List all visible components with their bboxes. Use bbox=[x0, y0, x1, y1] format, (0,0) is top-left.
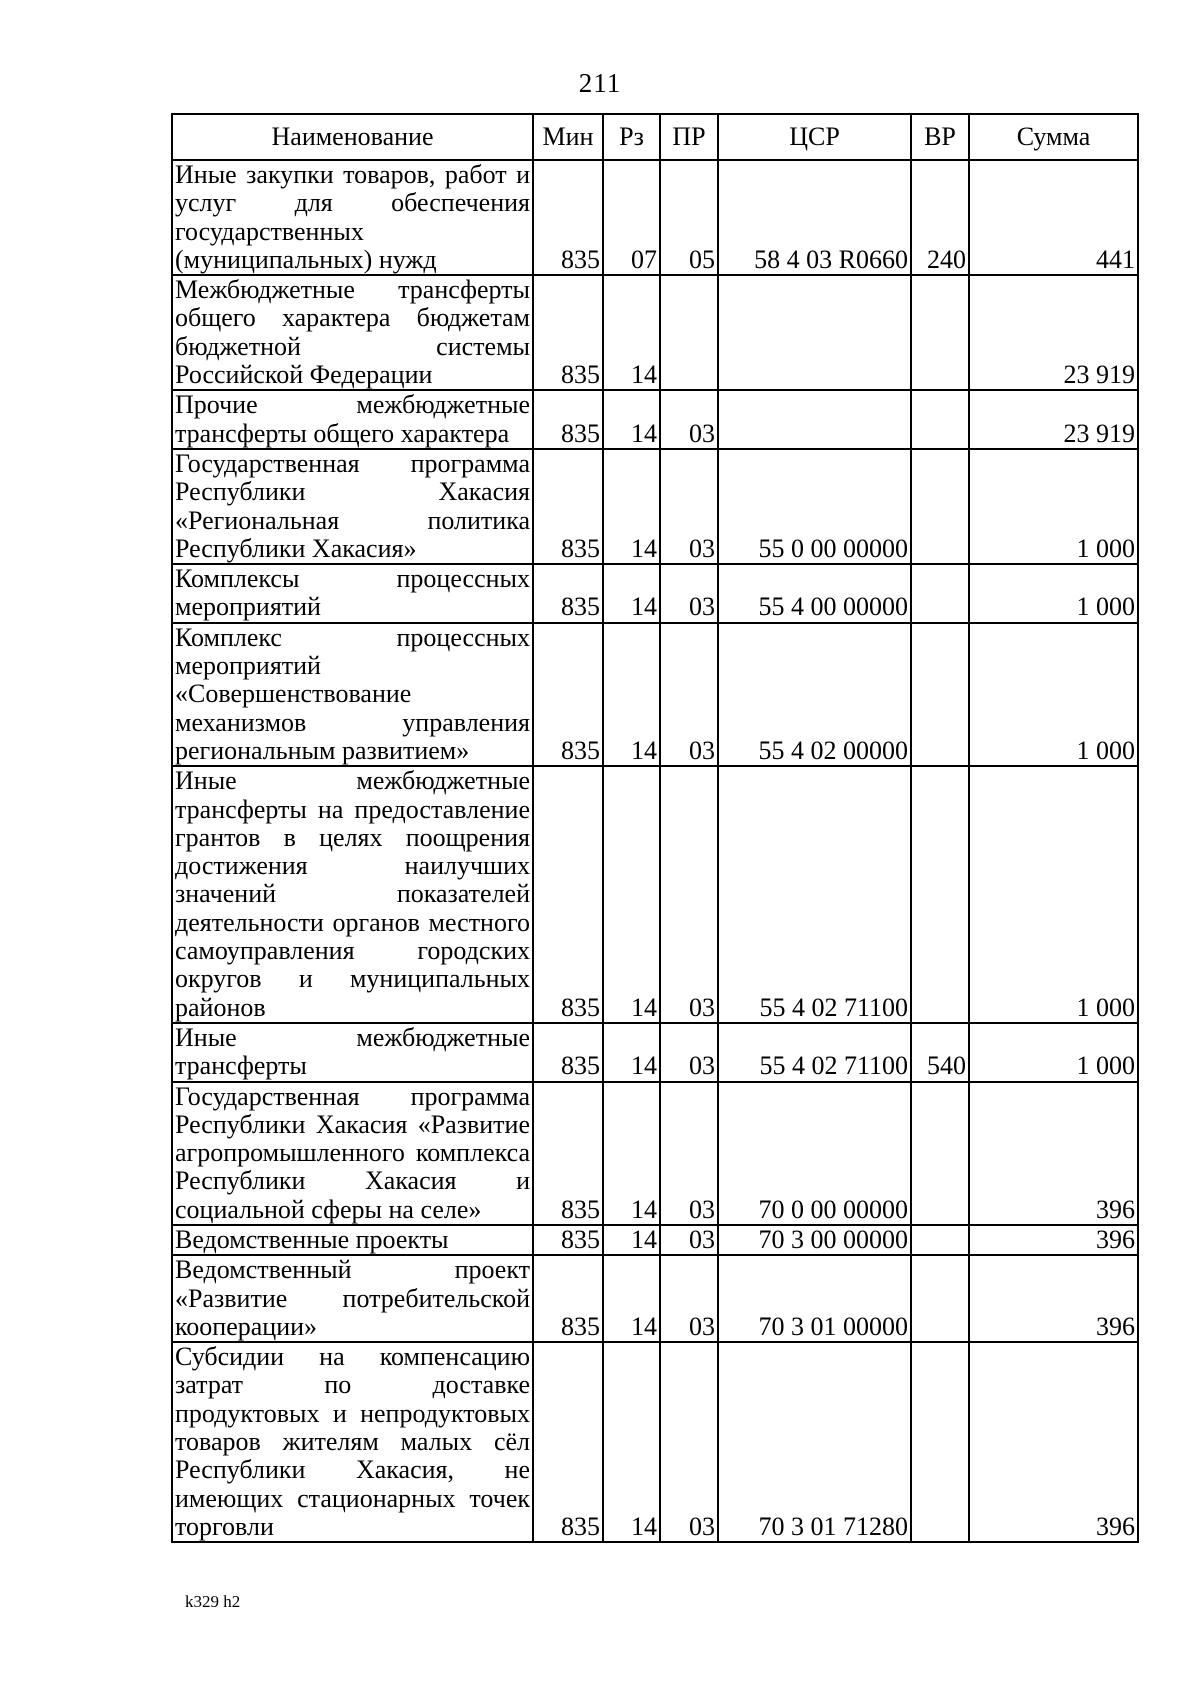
cell-min: 835 bbox=[533, 564, 603, 623]
table-body bbox=[172, 160, 1138, 1542]
table-row bbox=[172, 390, 1138, 449]
cell-rz: 07 bbox=[603, 160, 660, 275]
cell-min: 835 bbox=[533, 1342, 603, 1542]
cell-name: Ведомственные проекты bbox=[172, 1225, 533, 1255]
cell-name: Государственная программа Республики Хакасия «Развитие агропромышленного комплекса Республики Хакасия и социальной сферы на селе» bbox=[172, 1082, 533, 1225]
cell-pr: 03 bbox=[660, 449, 718, 564]
cell-vr bbox=[911, 623, 969, 766]
table-row bbox=[172, 160, 1138, 275]
cell-csr: 55 4 02 71100 bbox=[718, 766, 911, 1023]
cell-sum: 23 919 bbox=[969, 390, 1138, 449]
table-row bbox=[172, 275, 1138, 390]
cell-csr: 70 3 00 00000 bbox=[718, 1225, 911, 1255]
cell-name: Комплексы процессных мероприятий bbox=[172, 564, 533, 623]
cell-name: Межбюджетные трансферты общего характера бюджетам бюджетной системы Российской Федерации bbox=[172, 275, 533, 390]
cell-csr: 70 3 01 00000 bbox=[718, 1255, 911, 1342]
table-row bbox=[172, 1225, 1138, 1255]
cell-vr bbox=[911, 564, 969, 623]
cell-sum: 396 bbox=[969, 1342, 1138, 1542]
cell-pr: 03 bbox=[660, 1255, 718, 1342]
cell-pr: 03 bbox=[660, 1225, 718, 1255]
cell-csr: 70 3 01 71280 bbox=[718, 1342, 911, 1542]
header-sum: Сумма bbox=[969, 114, 1138, 160]
cell-pr bbox=[660, 275, 718, 390]
cell-rz: 14 bbox=[603, 623, 660, 766]
table-row bbox=[172, 564, 1138, 623]
table-header-row bbox=[172, 114, 1138, 160]
cell-sum: 1 000 bbox=[969, 623, 1138, 766]
cell-rz: 14 bbox=[603, 449, 660, 564]
cell-pr: 03 bbox=[660, 1082, 718, 1225]
cell-pr: 03 bbox=[660, 390, 718, 449]
cell-sum: 23 919 bbox=[969, 275, 1138, 390]
cell-min: 835 bbox=[533, 1225, 603, 1255]
page-number: 211 bbox=[578, 68, 622, 98]
cell-pr: 03 bbox=[660, 623, 718, 766]
cell-csr bbox=[718, 390, 911, 449]
cell-pr: 05 bbox=[660, 160, 718, 275]
header-vr: ВР bbox=[911, 114, 969, 160]
table-row bbox=[172, 1082, 1138, 1225]
cell-vr bbox=[911, 275, 969, 390]
footer-code: k329 h2 bbox=[185, 1592, 241, 1611]
cell-vr bbox=[911, 1082, 969, 1225]
cell-vr: 240 bbox=[911, 160, 969, 275]
header-rz: Рз bbox=[603, 114, 660, 160]
cell-min: 835 bbox=[533, 1255, 603, 1342]
cell-vr bbox=[911, 766, 969, 1023]
cell-name: Субсидии на компенсацию затрат по доставке продуктовых и непродуктовых товаров жителям малых сёл Республики Хакасия, не имеющих стационарных точек торговли bbox=[172, 1342, 533, 1542]
header-pr: ПР bbox=[660, 114, 718, 160]
cell-min: 835 bbox=[533, 449, 603, 564]
cell-csr: 55 4 02 00000 bbox=[718, 623, 911, 766]
cell-rz: 14 bbox=[603, 1082, 660, 1225]
cell-csr: 55 0 00 00000 bbox=[718, 449, 911, 564]
cell-min: 835 bbox=[533, 1082, 603, 1225]
cell-pr: 03 bbox=[660, 564, 718, 623]
cell-sum: 441 bbox=[969, 160, 1138, 275]
cell-sum: 1 000 bbox=[969, 564, 1138, 623]
table-row bbox=[172, 449, 1138, 564]
cell-sum: 396 bbox=[969, 1225, 1138, 1255]
budget-table bbox=[171, 113, 1139, 1543]
cell-csr: 70 0 00 00000 bbox=[718, 1082, 911, 1225]
cell-vr: 540 bbox=[911, 1023, 969, 1082]
cell-name: Ведомственный проект «Развитие потребительской кооперации» bbox=[172, 1255, 533, 1342]
cell-vr bbox=[911, 1255, 969, 1342]
cell-sum: 1 000 bbox=[969, 766, 1138, 1023]
cell-name: Прочие межбюджетные трансферты общего характера bbox=[172, 390, 533, 449]
cell-sum: 1 000 bbox=[969, 1023, 1138, 1082]
cell-min: 835 bbox=[533, 390, 603, 449]
cell-pr: 03 bbox=[660, 1342, 718, 1542]
header-csr: ЦСР bbox=[718, 114, 911, 160]
cell-min: 835 bbox=[533, 160, 603, 275]
cell-vr bbox=[911, 1225, 969, 1255]
cell-sum: 396 bbox=[969, 1082, 1138, 1225]
table-row bbox=[172, 1023, 1138, 1082]
cell-rz: 14 bbox=[603, 390, 660, 449]
cell-rz: 14 bbox=[603, 1023, 660, 1082]
cell-rz: 14 bbox=[603, 1342, 660, 1542]
table-row bbox=[172, 766, 1138, 1023]
cell-csr: 58 4 03 R0660 bbox=[718, 160, 911, 275]
cell-min: 835 bbox=[533, 623, 603, 766]
cell-csr bbox=[718, 275, 911, 390]
cell-name: Иные закупки товаров, работ и услуг для обеспечения государственных (муниципальных) нужд bbox=[172, 160, 533, 275]
cell-rz: 14 bbox=[603, 1255, 660, 1342]
cell-vr bbox=[911, 390, 969, 449]
header-name: Наименование bbox=[172, 114, 533, 160]
header-min: Мин bbox=[533, 114, 603, 160]
cell-rz: 14 bbox=[603, 564, 660, 623]
table-row bbox=[172, 1255, 1138, 1342]
cell-min: 835 bbox=[533, 766, 603, 1023]
cell-rz: 14 bbox=[603, 766, 660, 1023]
cell-csr: 55 4 02 71100 bbox=[718, 1023, 911, 1082]
cell-name: Иные межбюджетные трансферты bbox=[172, 1023, 533, 1082]
cell-rz: 14 bbox=[603, 275, 660, 390]
cell-vr bbox=[911, 449, 969, 564]
cell-min: 835 bbox=[533, 1023, 603, 1082]
cell-sum: 396 bbox=[969, 1255, 1138, 1342]
cell-sum: 1 000 bbox=[969, 449, 1138, 564]
cell-pr: 03 bbox=[660, 766, 718, 1023]
cell-name: Комплекс процессных мероприятий «Совершенствование механизмов управления региональным развитием» bbox=[172, 623, 533, 766]
cell-name: Иные межбюджетные трансферты на предоставление грантов в целях поощрения достижения наилучших значений показателей деятельности органов местного самоуправления городских округов и муниципальных районов bbox=[172, 766, 533, 1023]
table-row bbox=[172, 623, 1138, 766]
cell-csr: 55 4 00 00000 bbox=[718, 564, 911, 623]
cell-name: Государственная программа Республики Хакасия «Региональная политика Республики Хакасия» bbox=[172, 449, 533, 564]
cell-pr: 03 bbox=[660, 1023, 718, 1082]
cell-min: 835 bbox=[533, 275, 603, 390]
cell-rz: 14 bbox=[603, 1225, 660, 1255]
table-row bbox=[172, 1342, 1138, 1542]
cell-vr bbox=[911, 1342, 969, 1542]
